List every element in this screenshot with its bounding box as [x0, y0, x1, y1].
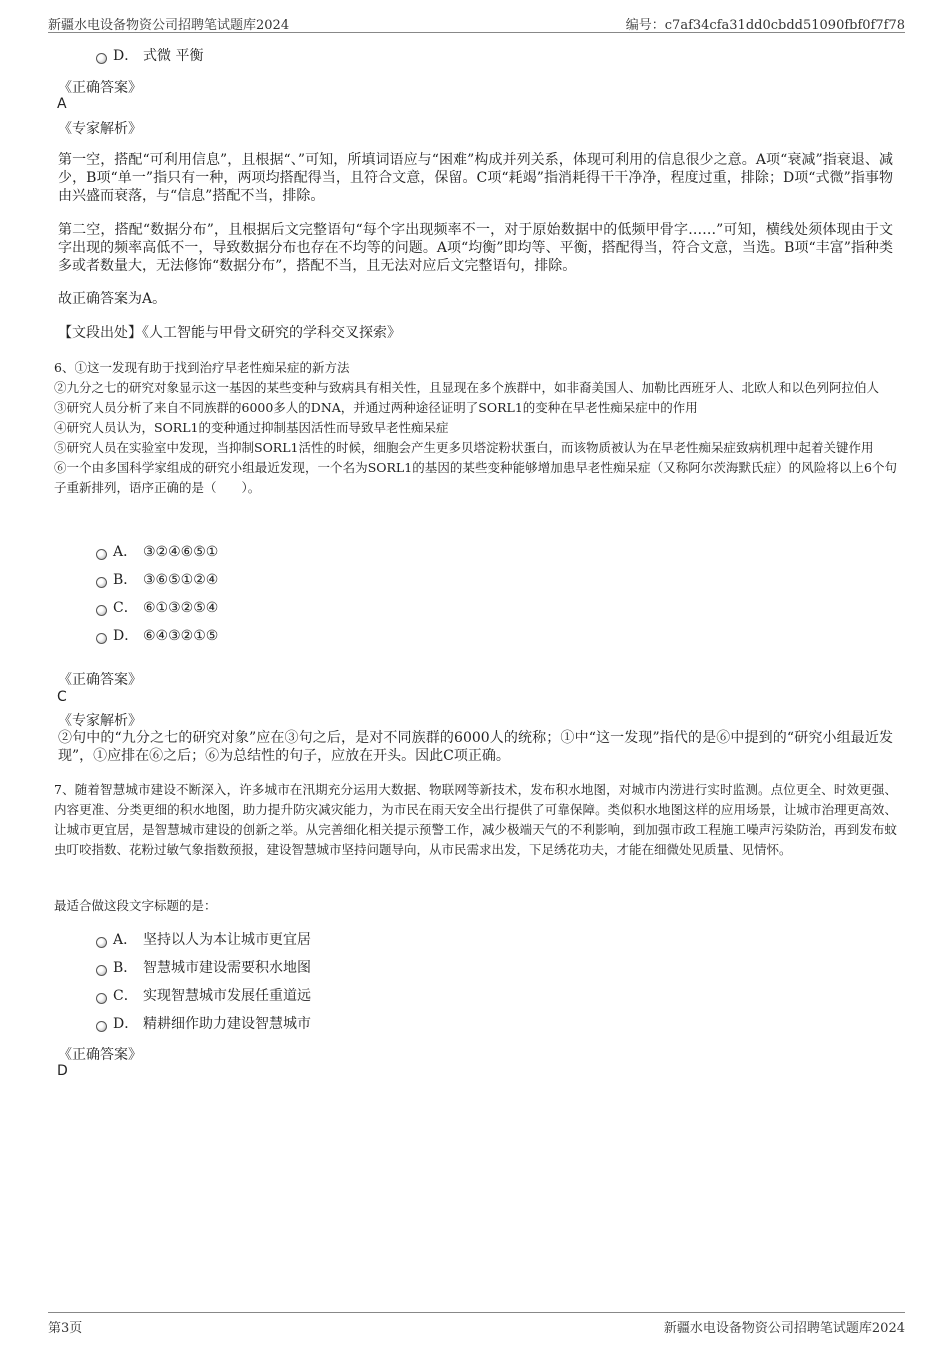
q6-answer-label: 《正确答案》	[58, 672, 142, 688]
question-6-stem	[54, 358, 897, 498]
analysis-conclusion: 故正确答案为A。	[58, 291, 167, 307]
q6-option-b[interactable]: B． ③⑥⑤①②④	[96, 570, 218, 590]
q7-option-d[interactable]: D． 精耕细作助力建设智慧城市	[96, 1014, 311, 1034]
stem-line: ⑤研究人员在实验室中发现，当抑制SORL1活性的时候，细胞会产生更多贝塔淀粉状蛋白，而该物质被认为在早老性痴呆症致病机理中起着关键作用	[54, 440, 874, 455]
stem-line: 6、①这一发现有助于找到治疗早老性痴呆症的新方法	[54, 360, 350, 375]
analysis-paragraph-2: 第二空，搭配“数据分布”，且根据后文完整语句“每个字出现频率不一，对于原始数据中的低频甲骨字……”可知，横线处须体现由于文字出现的频率高低不一，导致数据分布也存在不均等的问题。A项“均衡”即均等、平衡，搭配得当，符合文意，当选。B项“丰富”指种类多或者数量大，无法修饰“数据分布”，搭配不当，且无法对应后文完整语句，排除。	[58, 222, 893, 274]
q7-answer-value: D	[57, 1063, 68, 1079]
q6-answer-value: C	[57, 689, 67, 705]
stem-line: ④研究人员认为，SORL1的变种通过抑制基因活性而导致早老性痴呆症	[54, 420, 449, 435]
page-footer	[48, 1312, 905, 1337]
page-number: 第3页	[48, 1321, 83, 1336]
answer-value: A	[57, 96, 67, 112]
q7-option-b[interactable]: B． 智慧城市建设需要积水地图	[96, 958, 311, 978]
radio-icon[interactable]	[96, 993, 107, 1004]
radio-icon[interactable]	[96, 1021, 107, 1032]
page-header	[48, 14, 905, 33]
q7-question: 最适合做这段文字标题的是：	[54, 898, 217, 913]
q6-option-a[interactable]: A． ③②④⑥⑤①	[96, 542, 218, 562]
header-serial-number: 编号：c7af34cfa31dd0cbdd51090fbf0f7f78	[625, 18, 905, 33]
q7-option-a[interactable]: A． 坚持以人为本让城市更宜居	[96, 930, 311, 950]
answer-label: 《正确答案》	[58, 80, 142, 96]
q7-answer-label: 《正确答案》	[58, 1047, 142, 1063]
stem-line: ⑥一个由多国科学家组成的研究小组最近发现，一个名为SORL1的基因的某些变种能够增加患早老性痴呆症（又称阿尔茨海默氏症）的风险将以上6个句子重新排列，语序正确的是（ ）。	[54, 460, 897, 495]
q6-analysis-label: 《专家解析》	[58, 713, 142, 729]
analysis-label: 《专家解析》	[58, 121, 142, 137]
prev-option-d[interactable]: D． 式微 平衡	[96, 46, 203, 66]
footer-title: 新疆水电设备物资公司招聘笔试题库2024	[663, 1321, 905, 1336]
radio-icon[interactable]	[96, 605, 107, 616]
radio-icon[interactable]	[96, 937, 107, 948]
q6-option-d[interactable]: D． ⑥④③②①⑤	[96, 626, 218, 646]
radio-icon[interactable]	[96, 633, 107, 644]
radio-icon[interactable]	[96, 53, 107, 64]
radio-icon[interactable]	[96, 965, 107, 976]
question-7-stem: 7、随着智慧城市建设不断深入，许多城市在汛期充分运用大数据、物联网等新技术，发布积水地图，对城市内涝进行实时监测。点位更全、时效更强、内容更准、分类更细的积水地图，助力提升防灾减灾能力，为市民在雨天安全出行提供了可靠保障。类似积水地图这样的应用场景，让城市治理更高效、让城市更宜居，是智慧城市建设的创新之举。从完善细化相关提示预警工作，减少极端天气的不利影响，到加强市政工程施工噪声污染防治，再到发布蚊虫叮咬指数、花粉过敏气象指数预报，建设智慧城市坚持问题导向，从市民需求出发，下足绣花功夫，才能在细微处见质量、见情怀。	[54, 782, 897, 857]
q6-analysis: ②句中的“九分之七的研究对象”应在③句之后，是对不同族群的6000人的统称；①中“这一发现”指代的是⑥中提到的“研究小组最近发现”，①应排在⑥之后；⑥为总结性的句子，应放在开头。因此C项正确。	[58, 730, 893, 764]
radio-icon[interactable]	[96, 577, 107, 588]
radio-icon[interactable]	[96, 549, 107, 560]
stem-line: ③研究人员分析了来自不同族群的6000多人的DNA，并通过两种途径证明了SORL1的变种在早老性痴呆症中的作用	[54, 400, 698, 415]
q7-option-c[interactable]: C． 实现智慧城市发展任重道远	[96, 986, 311, 1006]
q6-option-c[interactable]: C． ⑥①③②⑤④	[96, 598, 218, 618]
analysis-paragraph-1: 第一空，搭配“可利用信息”，且根据“、”可知，所填词语应与“困难”构成并列关系，体现可利用的信息很少之意。A项“衰减”指衰退、减少，B项“单一”指只有一种，两项均搭配得当，且符合文意，保留。C项“耗竭”指消耗得干干净净，程度过重，排除；D项“式微”指事物由兴盛而衰落，与“信息”搭配不当，排除。	[58, 152, 893, 204]
source-citation: 【文段出处】《人工智能与甲骨文研究的学科交叉探索》	[58, 325, 401, 341]
header-title: 新疆水电设备物资公司招聘笔试题库2024	[48, 18, 290, 33]
stem-line: ②九分之七的研究对象显示这一基因的某些变种与致病具有相关性，且显现在多个族群中，如非裔美国人、加勒比西班牙人、北欧人和以色列阿拉伯人	[54, 380, 880, 395]
